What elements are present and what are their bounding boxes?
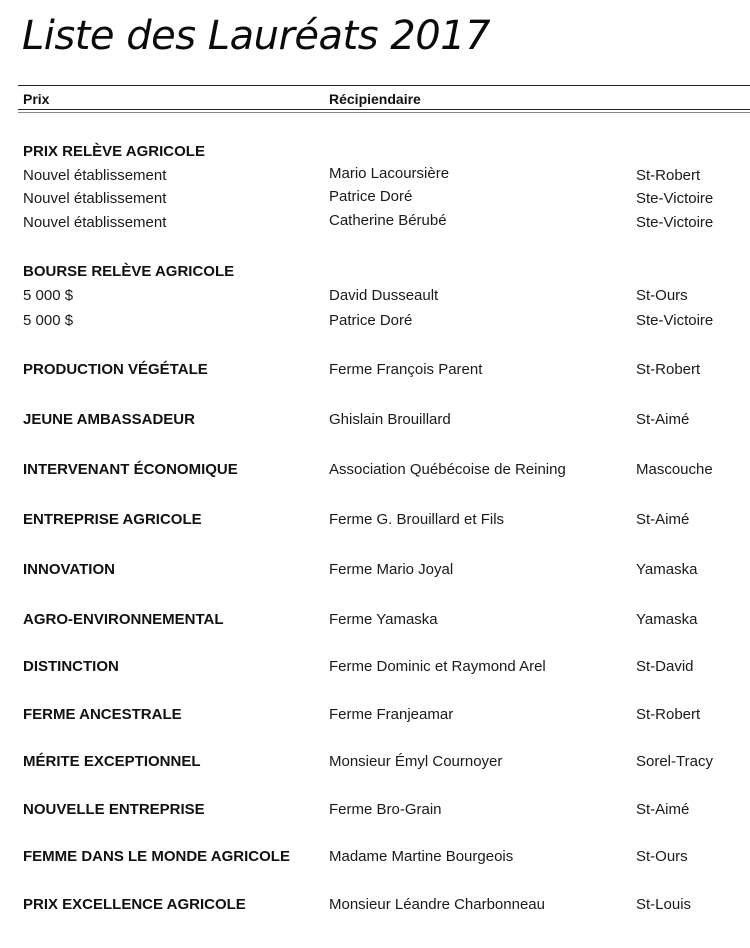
row-ville: Ste-Victoire	[636, 190, 714, 207]
award-prix: PRODUCTION VÉGÉTALE	[23, 361, 208, 378]
award-recipiendaire: Ferme Mario Joyal	[329, 561, 454, 578]
section-heading: BOURSE RELÈVE AGRICOLE	[23, 263, 235, 280]
row-prix: Nouvel établissement	[23, 214, 167, 231]
award-ville: Yamaska	[636, 611, 698, 628]
award-prix: PRIX EXCELLENCE AGRICOLE	[23, 896, 246, 913]
row-recipiendaire: Catherine Bérubé	[329, 212, 447, 229]
award-prix: JEUNE AMBASSADEUR	[23, 411, 195, 428]
award-prix: FERME ANCESTRALE	[23, 706, 182, 723]
row-recipiendaire: Mario Lacoursière	[329, 165, 450, 182]
award-prix: FEMME DANS LE MONDE AGRICOLE	[23, 848, 290, 865]
table-top-rule	[18, 85, 750, 86]
award-ville: St-Aimé	[636, 511, 690, 528]
award-recipiendaire: Association Québécoise de Reining	[329, 461, 566, 478]
row-prix: 5 000 $	[23, 312, 74, 329]
award-recipiendaire: Ferme Yamaska	[329, 611, 438, 628]
award-recipiendaire: Ferme G. Brouillard et Fils	[329, 511, 505, 528]
award-recipiendaire: Ghislain Brouillard	[329, 411, 451, 428]
header-bottom-rule-secondary	[18, 112, 750, 113]
header-bottom-rule	[18, 109, 750, 110]
award-recipiendaire: Monsieur Léandre Charbonneau	[329, 896, 545, 913]
award-ville: St-Aimé	[636, 801, 690, 818]
row-recipiendaire: Patrice Doré	[329, 312, 413, 329]
award-recipiendaire: Ferme Dominic et Raymond Arel	[329, 658, 546, 675]
row-prix: Nouvel établissement	[23, 167, 167, 184]
award-recipiendaire: Ferme Bro-Grain	[329, 801, 442, 818]
award-prix: AGRO-ENVIRONNEMENTAL	[23, 611, 224, 628]
row-recipiendaire: Patrice Doré	[329, 188, 413, 205]
award-prix: INTERVENANT ÉCONOMIQUE	[23, 461, 238, 478]
row-ville: Ste-Victoire	[636, 214, 714, 231]
award-prix: INNOVATION	[23, 561, 115, 578]
award-prix: ENTREPRISE AGRICOLE	[23, 511, 202, 528]
award-ville: St-David	[636, 658, 694, 675]
row-recipiendaire: David Dusseault	[329, 287, 439, 304]
row-prix: Nouvel établissement	[23, 190, 167, 207]
award-ville: St-Robert	[636, 706, 701, 723]
award-recipiendaire: Madame Martine Bourgeois	[329, 848, 514, 865]
column-header-prix: Prix	[23, 91, 50, 107]
award-recipiendaire: Monsieur Émyl Cournoyer	[329, 753, 503, 770]
award-ville: St-Ours	[636, 848, 688, 865]
award-ville: St-Robert	[636, 361, 701, 378]
award-recipiendaire: Ferme François Parent	[329, 361, 483, 378]
page-title: Liste des Lauréats 2017	[22, 13, 491, 59]
award-prix: NOUVELLE ENTREPRISE	[23, 801, 205, 818]
award-recipiendaire: Ferme Franjeamar	[329, 706, 454, 723]
award-prix: DISTINCTION	[23, 658, 119, 675]
award-prix: MÉRITE EXCEPTIONNEL	[23, 753, 201, 770]
section-heading: PRIX RELÈVE AGRICOLE	[23, 143, 205, 160]
column-header-recipiendaire: Récipiendaire	[329, 91, 421, 107]
award-ville: Sorel-Tracy	[636, 753, 713, 770]
row-ville: St-Robert	[636, 167, 701, 184]
award-ville: St-Aimé	[636, 411, 690, 428]
award-ville: Yamaska	[636, 561, 698, 578]
award-ville: St-Louis	[636, 896, 692, 913]
row-ville: Ste-Victoire	[636, 312, 714, 329]
award-ville: Mascouche	[636, 461, 713, 478]
row-ville: St-Ours	[636, 287, 688, 304]
row-prix: 5 000 $	[23, 287, 74, 304]
